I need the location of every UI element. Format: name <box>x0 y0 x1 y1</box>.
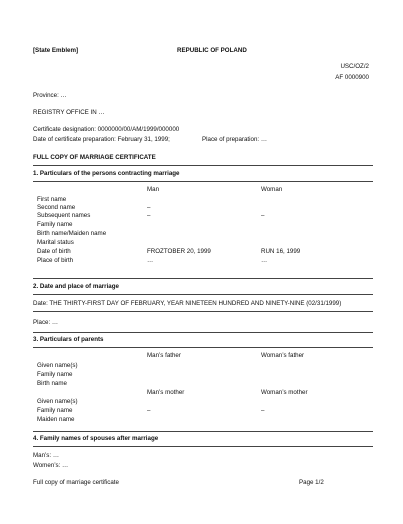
column-header-woman: Woman <box>261 186 283 193</box>
woman-value: RUN 16, 1999 <box>261 248 301 255</box>
place-of-preparation: Place of preparation: … <box>202 136 268 143</box>
man-value: – <box>147 204 151 211</box>
row-label: Place of birth <box>37 257 74 264</box>
woman-value: – <box>261 212 265 219</box>
certificate-designation: Certificate designation: 0000000/00/AM/1999/000000 <box>33 126 180 133</box>
man-value: – <box>147 407 151 414</box>
marriage-place: Place: … <box>33 319 59 326</box>
section-2-title: 2. Date and place of marriage <box>33 283 119 290</box>
woman-value: – <box>261 407 265 414</box>
row-label: Subsequent names <box>37 212 91 219</box>
row-label: Marital status <box>37 239 74 246</box>
row-label: Date of birth <box>37 248 71 255</box>
divider <box>33 294 373 295</box>
divider <box>33 332 373 333</box>
woman-family-name-after: Women’s: … <box>33 462 69 469</box>
man-value: FROZTOBER 20, 1999 <box>147 248 211 255</box>
column-header-womans-father: Woman’s father <box>261 352 305 359</box>
column-header-mans-father: Man’s father <box>147 352 181 359</box>
form-code: USC/OZ/2 <box>340 63 369 70</box>
section-3-title: 3. Particulars of parents <box>33 336 104 343</box>
row-label: Given name(s) <box>37 398 78 405</box>
date-of-preparation: Date of certificate preparation: February 31, 1999; <box>33 136 170 143</box>
row-label: Family name <box>37 221 73 228</box>
divider <box>33 446 373 447</box>
column-header-mans-mother: Man’s mother <box>147 389 185 396</box>
column-header-man: Man <box>147 186 160 193</box>
divider <box>33 278 373 279</box>
man-value: – <box>147 212 151 219</box>
row-label: First name <box>37 196 67 203</box>
section-4-title: 4. Family names of spouses after marriage <box>33 435 159 442</box>
row-label: Birth name <box>37 380 67 387</box>
row-label: Birth name/Maiden name <box>37 230 107 237</box>
divider <box>33 431 373 432</box>
footer-title: Full copy of marriage certificate <box>33 479 119 486</box>
divider <box>33 347 373 348</box>
page-number: Page 1/2 <box>299 479 324 486</box>
row-label: Given name(s) <box>37 362 78 369</box>
column-header-womans-mother: Woman’s mother <box>261 389 308 396</box>
row-label: Family name <box>37 371 73 378</box>
divider <box>33 165 373 166</box>
divider <box>33 181 373 182</box>
state-emblem-placeholder: [State Emblem] <box>33 47 79 54</box>
woman-value: … <box>261 257 268 264</box>
divider <box>33 311 373 312</box>
man-value: … <box>147 257 154 264</box>
row-label: Maiden name <box>37 416 75 423</box>
document-title: FULL COPY OF MARRIAGE CERTIFICATE <box>33 154 156 161</box>
country-title: REPUBLIC OF POLAND <box>177 47 247 54</box>
marriage-date: Date: THE THIRTY-FIRST DAY OF FEBRUARY, YEAR NINETEEN HUNDRED AND NINETY-NINE (02/31/1999) <box>33 300 342 307</box>
row-label: Second name <box>37 204 76 211</box>
registry-office: REGISTRY OFFICE IN … <box>33 109 105 116</box>
province: Province: … <box>33 92 67 99</box>
certificate-number: AF 0000900 <box>335 74 369 81</box>
row-label: Family name <box>37 407 73 414</box>
man-family-name-after: Man’s: … <box>33 452 60 459</box>
section-1-title: 1. Particulars of the persons contracting marriage <box>33 170 180 177</box>
